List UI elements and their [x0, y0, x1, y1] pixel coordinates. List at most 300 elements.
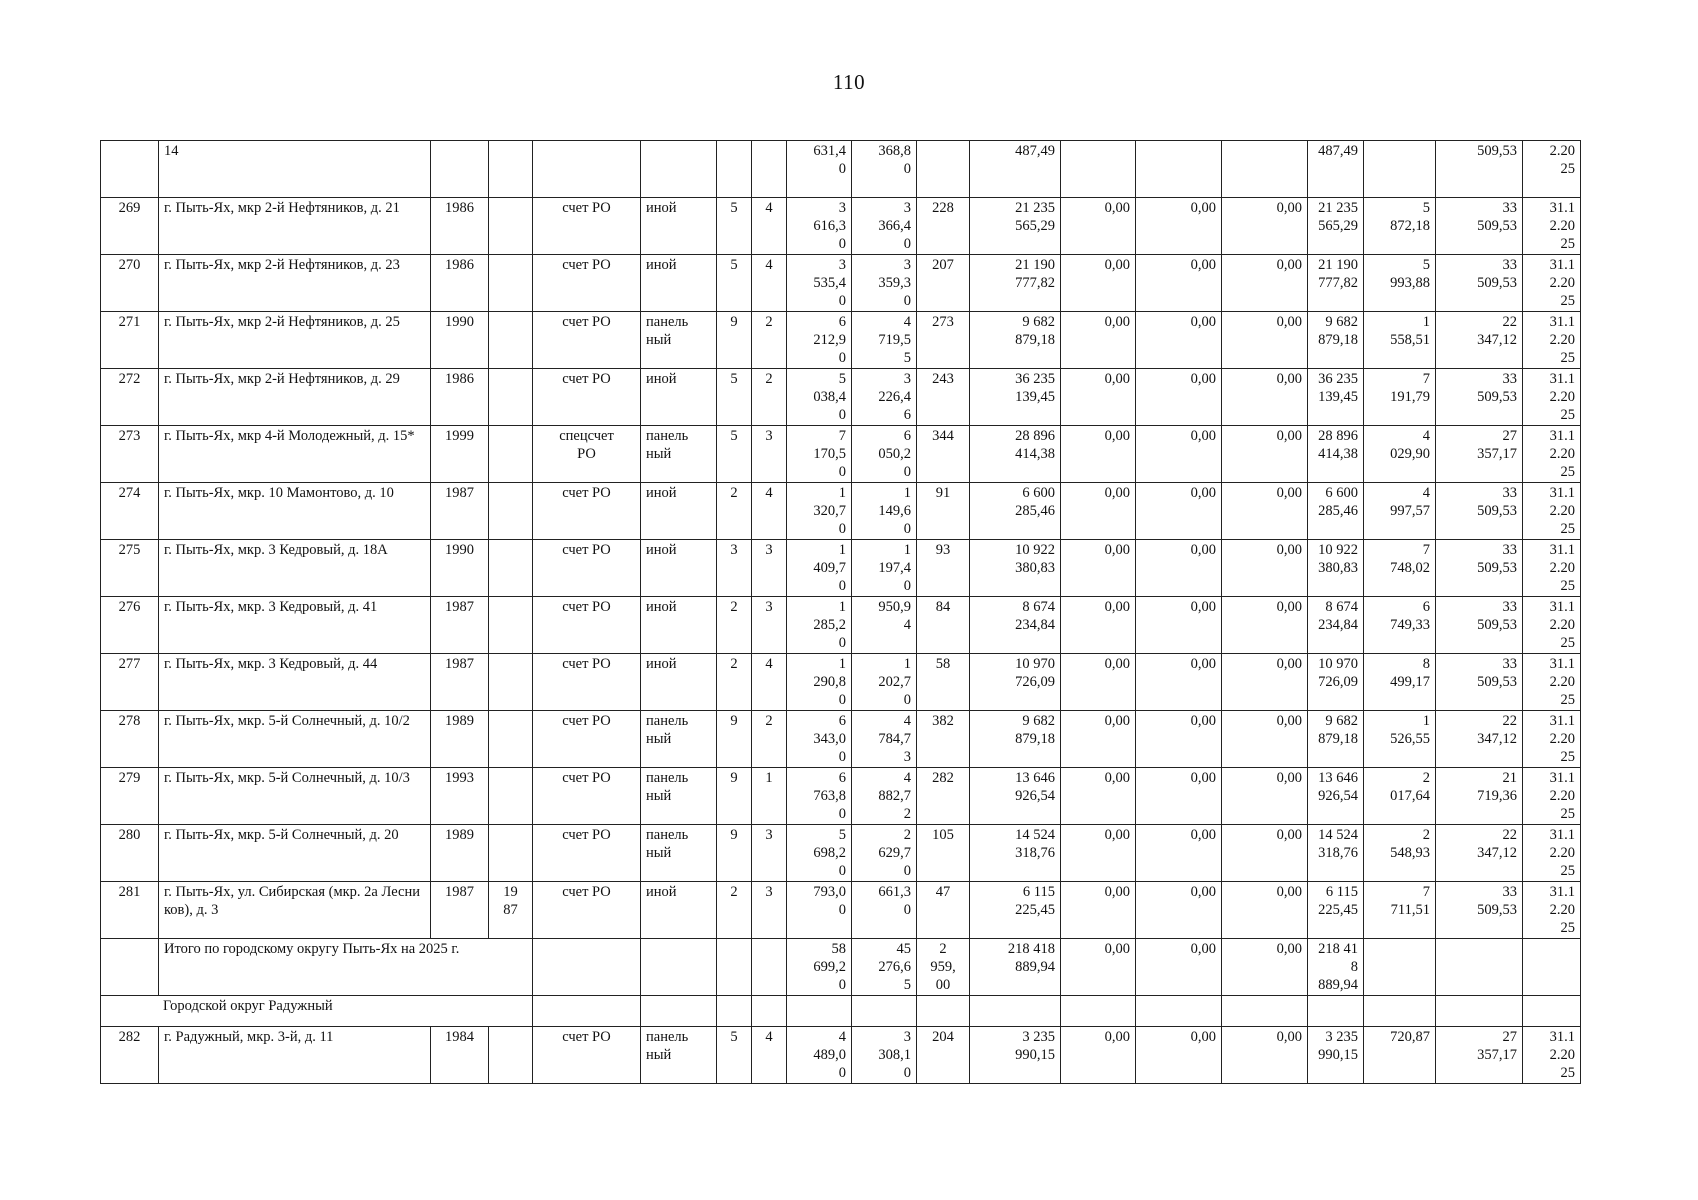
last-repair-year-cell — [489, 369, 533, 426]
commission-year-cell: 1990 — [431, 540, 489, 597]
unit-cost-cell: 5 993,88 — [1364, 255, 1436, 312]
residents-cell: 382 — [917, 711, 970, 768]
total-cost-cell: 6 600 285,46 — [970, 483, 1061, 540]
completion-date-cell: 31.1 2.20 25 — [1523, 825, 1581, 882]
fund-method-cell: счет РО — [533, 369, 641, 426]
wall-material-cell: панель ный — [641, 768, 717, 825]
cost-limit-cell: 33 509,53 — [1436, 369, 1523, 426]
cost-limit-cell: 33 509,53 — [1436, 882, 1523, 939]
last-repair-year-cell — [489, 825, 533, 882]
row-number-cell — [101, 141, 159, 198]
row-number-cell: 278 — [101, 711, 159, 768]
address-cell: г. Пыть-Ях, мкр 2-й Нефтяников, д. 23 — [159, 255, 431, 312]
local-funds-cell: 0,00 — [1222, 198, 1308, 255]
cost-limit-cell: 21 719,36 — [1436, 768, 1523, 825]
federal-funds-cell: 0,00 — [1061, 426, 1136, 483]
total-cost-cell: 6 115 225,45 — [970, 882, 1061, 939]
row-number-cell: 281 — [101, 882, 159, 939]
residents-cell: 47 — [917, 882, 970, 939]
wall-material-cell: иной — [641, 369, 717, 426]
address-cell: г. Пыть-Ях, мкр. 3 Кедровый, д. 18А — [159, 540, 431, 597]
fund-method-cell: счет РО — [533, 255, 641, 312]
total-area-cell: 3 616,3 0 — [787, 198, 852, 255]
federal-funds-cell — [1061, 141, 1136, 198]
entrances-cell: 4 — [752, 198, 787, 255]
floors-cell: 2 — [717, 483, 752, 540]
fund-method-cell: счет РО — [533, 768, 641, 825]
owner-funds-cell: 14 524 318,76 — [1308, 825, 1364, 882]
local-funds-cell: 0,00 — [1222, 312, 1308, 369]
living-area-cell: 1 149,6 0 — [852, 483, 917, 540]
address-cell: г. Пыть-Ях, мкр. 5-й Солнечный, д. 20 — [159, 825, 431, 882]
completion-date-cell: 31.1 2.20 25 — [1523, 198, 1581, 255]
cost-limit-cell: 27 357,17 — [1436, 426, 1523, 483]
total-a1-cell: 58 699,2 0 — [787, 939, 852, 996]
last-repair-year-cell — [489, 426, 533, 483]
table-row — [101, 426, 1581, 483]
regional-funds-cell: 0,00 — [1136, 882, 1222, 939]
fund-method-cell — [533, 141, 641, 198]
total-cost-cell: 10 970 726,09 — [970, 654, 1061, 711]
total-area-cell: 631,4 0 — [787, 141, 852, 198]
local-funds-cell: 0,00 — [1222, 255, 1308, 312]
total-c1-cell: 0,00 — [1061, 939, 1136, 996]
living-area-cell: 1 202,7 0 — [852, 654, 917, 711]
empty-cell — [917, 996, 970, 1027]
address-cell: г. Пыть-Ях, мкр. 5-й Солнечный, д. 10/2 — [159, 711, 431, 768]
local-funds-cell: 0,00 — [1222, 768, 1308, 825]
floors-cell: 9 — [717, 768, 752, 825]
fund-method-cell: счет РО — [533, 312, 641, 369]
unit-cost-cell — [1364, 939, 1436, 996]
wall-material-cell — [641, 996, 717, 1027]
commission-year-cell: 1984 — [431, 1027, 489, 1084]
fund-method-cell: счет РО — [533, 1027, 641, 1084]
entrances-cell: 4 — [752, 483, 787, 540]
entrances-cell: 2 — [752, 711, 787, 768]
commission-year-cell: 1987 — [431, 597, 489, 654]
row-number-cell — [101, 939, 159, 996]
entrances-cell: 3 — [752, 882, 787, 939]
wall-material-cell: иной — [641, 255, 717, 312]
total-c3-cell: 0,00 — [1222, 939, 1308, 996]
row-number-cell: 271 — [101, 312, 159, 369]
row-number-cell: 269 — [101, 198, 159, 255]
total-cost-cell: 14 524 318,76 — [970, 825, 1061, 882]
residents-cell: 282 — [917, 768, 970, 825]
completion-date-cell: 31.1 2.20 25 — [1523, 255, 1581, 312]
regional-funds-cell: 0,00 — [1136, 540, 1222, 597]
entrances-cell — [752, 141, 787, 198]
federal-funds-cell: 0,00 — [1061, 1027, 1136, 1084]
wall-material-cell: панель ный — [641, 426, 717, 483]
wall-material-cell: панель ный — [641, 825, 717, 882]
commission-year-cell: 1993 — [431, 768, 489, 825]
owner-funds-cell: 9 682 879,18 — [1308, 312, 1364, 369]
completion-date-cell: 31.1 2.20 25 — [1523, 1027, 1581, 1084]
unit-cost-cell: 4 029,90 — [1364, 426, 1436, 483]
total-a2-cell: 45 276,6 5 — [852, 939, 917, 996]
cost-limit-cell: 33 509,53 — [1436, 255, 1523, 312]
commission-year-cell: 1986 — [431, 198, 489, 255]
address-cell: г. Пыть-Ях, мкр 4-й Молодежный, д. 15* — [159, 426, 431, 483]
address-cell: 14 — [159, 141, 431, 198]
owner-funds-cell: 21 190 777,82 — [1308, 255, 1364, 312]
cost-limit-cell: 33 509,53 — [1436, 540, 1523, 597]
owner-funds-cell: 9 682 879,18 — [1308, 711, 1364, 768]
residents-cell: 344 — [917, 426, 970, 483]
wall-material-cell: панель ный — [641, 312, 717, 369]
table-row — [101, 711, 1581, 768]
fund-method-cell: счет РО — [533, 198, 641, 255]
regional-funds-cell: 0,00 — [1136, 312, 1222, 369]
entrances-cell: 2 — [752, 369, 787, 426]
table-row — [101, 597, 1581, 654]
entrances-cell: 3 — [752, 825, 787, 882]
empty-cell — [787, 996, 852, 1027]
living-area-cell: 4 784,7 3 — [852, 711, 917, 768]
living-area-cell: 3 366,4 0 — [852, 198, 917, 255]
wall-material-cell: иной — [641, 483, 717, 540]
total-area-cell: 1 320,7 0 — [787, 483, 852, 540]
address-cell: г. Пыть-Ях, ул. Сибирская (мкр. 2а Лесников), д. 3 — [159, 882, 431, 939]
last-repair-year-cell — [489, 597, 533, 654]
entrances-cell: 2 — [752, 312, 787, 369]
row-number-cell: 275 — [101, 540, 159, 597]
empty-cell — [1136, 996, 1222, 1027]
floors-cell: 9 — [717, 711, 752, 768]
federal-funds-cell: 0,00 — [1061, 768, 1136, 825]
living-area-cell: 3 308,1 0 — [852, 1027, 917, 1084]
unit-cost-cell: 720,87 — [1364, 1027, 1436, 1084]
wall-material-cell: иной — [641, 597, 717, 654]
completion-date-cell: 2.20 25 — [1523, 141, 1581, 198]
federal-funds-cell: 0,00 — [1061, 483, 1136, 540]
floors-cell: 5 — [717, 255, 752, 312]
floors-cell — [717, 141, 752, 198]
cost-limit-cell: 509,53 — [1436, 141, 1523, 198]
last-repair-year-cell — [489, 483, 533, 540]
address-cell: г. Пыть-Ях, мкр. 3 Кедровый, д. 44 — [159, 654, 431, 711]
floors-cell: 2 — [717, 654, 752, 711]
commission-year-cell — [431, 141, 489, 198]
total-cost-cell: 28 896 414,38 — [970, 426, 1061, 483]
empty-cell — [1222, 996, 1308, 1027]
unit-cost-cell: 7 711,51 — [1364, 882, 1436, 939]
commission-year-cell: 1987 — [431, 483, 489, 540]
unit-cost-cell: 2 548,93 — [1364, 825, 1436, 882]
total-area-cell: 5 038,4 0 — [787, 369, 852, 426]
fund-method-cell — [533, 939, 641, 996]
total-area-cell: 6 763,8 0 — [787, 768, 852, 825]
row-number-cell: 279 — [101, 768, 159, 825]
row-number-cell: 270 — [101, 255, 159, 312]
completion-date-cell: 31.1 2.20 25 — [1523, 654, 1581, 711]
entrances-cell — [752, 939, 787, 996]
living-area-cell: 368,8 0 — [852, 141, 917, 198]
regional-funds-cell: 0,00 — [1136, 1027, 1222, 1084]
fund-method-cell: счет РО — [533, 711, 641, 768]
row-number-cell: 280 — [101, 825, 159, 882]
fund-method-cell — [533, 996, 641, 1027]
entrances-cell: 4 — [752, 1027, 787, 1084]
total-cost-cell: 36 235 139,45 — [970, 369, 1061, 426]
unit-cost-cell: 6 749,33 — [1364, 597, 1436, 654]
address-cell: г. Пыть-Ях, мкр 2-й Нефтяников, д. 25 — [159, 312, 431, 369]
unit-cost-cell: 8 499,17 — [1364, 654, 1436, 711]
total-area-cell: 1 409,7 0 — [787, 540, 852, 597]
last-repair-year-cell — [489, 711, 533, 768]
owner-funds-cell: 13 646 926,54 — [1308, 768, 1364, 825]
total-area-cell: 6 212,9 0 — [787, 312, 852, 369]
residents-cell: 84 — [917, 597, 970, 654]
local-funds-cell: 0,00 — [1222, 540, 1308, 597]
address-cell: г. Пыть-Ях, мкр 2-й Нефтяников, д. 29 — [159, 369, 431, 426]
entrances-cell: 4 — [752, 654, 787, 711]
cost-limit-cell: 22 347,12 — [1436, 711, 1523, 768]
total-total-cell: 218 418 889,94 — [970, 939, 1061, 996]
total-c2-cell: 0,00 — [1136, 939, 1222, 996]
regional-funds-cell: 0,00 — [1136, 426, 1222, 483]
housing-registry-table — [100, 140, 1581, 1084]
table-row — [101, 540, 1581, 597]
completion-date-cell: 31.1 2.20 25 — [1523, 426, 1581, 483]
commission-year-cell: 1990 — [431, 312, 489, 369]
last-repair-year-cell — [489, 255, 533, 312]
entrances-cell: 3 — [752, 597, 787, 654]
owner-funds-cell: 3 235 990,15 — [1308, 1027, 1364, 1084]
completion-date-cell — [1523, 939, 1581, 996]
wall-material-cell: иной — [641, 540, 717, 597]
empty-cell — [852, 996, 917, 1027]
unit-cost-cell: 5 872,18 — [1364, 198, 1436, 255]
fund-method-cell: счет РО — [533, 882, 641, 939]
address-cell: г. Пыть-Ях, мкр 2-й Нефтяников, д. 21 — [159, 198, 431, 255]
regional-funds-cell: 0,00 — [1136, 483, 1222, 540]
living-area-cell: 6 050,2 0 — [852, 426, 917, 483]
fund-method-cell: счет РО — [533, 597, 641, 654]
local-funds-cell: 0,00 — [1222, 483, 1308, 540]
commission-year-cell: 1999 — [431, 426, 489, 483]
address-cell: г. Радужный, мкр. 3-й, д. 11 — [159, 1027, 431, 1084]
federal-funds-cell: 0,00 — [1061, 711, 1136, 768]
entrances-cell — [752, 996, 787, 1027]
last-repair-year-cell — [489, 540, 533, 597]
total-label: Итого по городскому округу Пыть-Ях на 2025 г. — [159, 939, 533, 996]
total-cost-cell: 21 235 565,29 — [970, 198, 1061, 255]
total-area-cell: 6 343,0 0 — [787, 711, 852, 768]
row-number-cell: 272 — [101, 369, 159, 426]
cost-limit-cell: 22 347,12 — [1436, 825, 1523, 882]
total-cost-cell: 9 682 879,18 — [970, 711, 1061, 768]
total-c4-cell: 218 418 889,94 — [1308, 939, 1364, 996]
owner-funds-cell: 6 115 225,45 — [1308, 882, 1364, 939]
total-cost-cell: 8 674 234,84 — [970, 597, 1061, 654]
table-row — [101, 198, 1581, 255]
table-row — [101, 483, 1581, 540]
cost-limit-cell: 22 347,12 — [1436, 312, 1523, 369]
floors-cell: 2 — [717, 882, 752, 939]
commission-year-cell: 1989 — [431, 711, 489, 768]
total-cost-cell: 10 922 380,83 — [970, 540, 1061, 597]
last-repair-year-cell — [489, 141, 533, 198]
federal-funds-cell: 0,00 — [1061, 597, 1136, 654]
local-funds-cell — [1222, 141, 1308, 198]
federal-funds-cell: 0,00 — [1061, 654, 1136, 711]
local-funds-cell: 0,00 — [1222, 711, 1308, 768]
completion-date-cell: 31.1 2.20 25 — [1523, 768, 1581, 825]
local-funds-cell: 0,00 — [1222, 597, 1308, 654]
cost-limit-cell: 33 509,53 — [1436, 654, 1523, 711]
commission-year-cell: 1989 — [431, 825, 489, 882]
completion-date-cell: 31.1 2.20 25 — [1523, 312, 1581, 369]
last-repair-year-cell — [489, 312, 533, 369]
address-cell: г. Пыть-Ях, мкр. 5-й Солнечный, д. 10/3 — [159, 768, 431, 825]
fund-method-cell: счет РО — [533, 825, 641, 882]
floors-cell: 5 — [717, 1027, 752, 1084]
empty-cell — [1364, 996, 1436, 1027]
total-area-cell: 1 285,2 0 — [787, 597, 852, 654]
local-funds-cell: 0,00 — [1222, 654, 1308, 711]
floors-cell: 5 — [717, 198, 752, 255]
table-row — [101, 369, 1581, 426]
living-area-cell: 2 629,7 0 — [852, 825, 917, 882]
regional-funds-cell: 0,00 — [1136, 255, 1222, 312]
wall-material-cell: иной — [641, 654, 717, 711]
residents-cell: 58 — [917, 654, 970, 711]
federal-funds-cell: 0,00 — [1061, 882, 1136, 939]
entrances-cell: 3 — [752, 426, 787, 483]
total-area-cell: 4 489,0 0 — [787, 1027, 852, 1084]
total-cost-cell: 13 646 926,54 — [970, 768, 1061, 825]
total-area-cell: 1 290,8 0 — [787, 654, 852, 711]
regional-funds-cell: 0,00 — [1136, 654, 1222, 711]
floors-cell: 5 — [717, 369, 752, 426]
cost-limit-cell: 33 509,53 — [1436, 597, 1523, 654]
wall-material-cell: панель ный — [641, 711, 717, 768]
row-number-cell: 274 — [101, 483, 159, 540]
residents-cell: 105 — [917, 825, 970, 882]
last-repair-year-cell: 19 87 — [489, 882, 533, 939]
unit-cost-cell — [1364, 141, 1436, 198]
total-cost-cell: 487,49 — [970, 141, 1061, 198]
living-area-cell: 661,3 0 — [852, 882, 917, 939]
last-repair-year-cell — [489, 768, 533, 825]
cost-limit-cell: 27 357,17 — [1436, 1027, 1523, 1084]
completion-date-cell: 31.1 2.20 25 — [1523, 483, 1581, 540]
local-funds-cell: 0,00 — [1222, 825, 1308, 882]
empty-cell — [1061, 996, 1136, 1027]
section-title: Городской округ Радужный — [101, 996, 533, 1027]
row-number-cell: 277 — [101, 654, 159, 711]
page-number: 110 — [832, 70, 866, 94]
table-row — [101, 654, 1581, 711]
entrances-cell: 3 — [752, 540, 787, 597]
total-area-cell: 3 535,4 0 — [787, 255, 852, 312]
cost-limit-cell: 33 509,53 — [1436, 483, 1523, 540]
regional-funds-cell: 0,00 — [1136, 711, 1222, 768]
completion-date-cell: 31.1 2.20 25 — [1523, 369, 1581, 426]
living-area-cell: 3 359,3 0 — [852, 255, 917, 312]
floors-cell: 2 — [717, 597, 752, 654]
floors-cell — [717, 996, 752, 1027]
commission-year-cell: 1986 — [431, 255, 489, 312]
completion-date-cell: 31.1 2.20 25 — [1523, 882, 1581, 939]
row-number-cell: 273 — [101, 426, 159, 483]
living-area-cell: 4 719,5 5 — [852, 312, 917, 369]
owner-funds-cell: 36 235 139,45 — [1308, 369, 1364, 426]
table-row — [101, 255, 1581, 312]
owner-funds-cell: 8 674 234,84 — [1308, 597, 1364, 654]
regional-funds-cell — [1136, 141, 1222, 198]
residents-cell: 207 — [917, 255, 970, 312]
residents-cell — [917, 141, 970, 198]
address-cell: г. Пыть-Ях, мкр. 10 Мамонтово, д. 10 — [159, 483, 431, 540]
completion-date-cell: 31.1 2.20 25 — [1523, 711, 1581, 768]
cost-limit-cell — [1436, 939, 1523, 996]
commission-year-cell: 1987 — [431, 654, 489, 711]
regional-funds-cell: 0,00 — [1136, 369, 1222, 426]
unit-cost-cell: 1 526,55 — [1364, 711, 1436, 768]
federal-funds-cell: 0,00 — [1061, 312, 1136, 369]
wall-material-cell: иной — [641, 198, 717, 255]
regional-funds-cell: 0,00 — [1136, 198, 1222, 255]
entrances-cell: 1 — [752, 768, 787, 825]
commission-year-cell: 1986 — [431, 369, 489, 426]
owner-funds-cell: 21 235 565,29 — [1308, 198, 1364, 255]
federal-funds-cell: 0,00 — [1061, 540, 1136, 597]
empty-cell — [1308, 996, 1364, 1027]
commission-year-cell: 1987 — [431, 882, 489, 939]
residents-cell: 93 — [917, 540, 970, 597]
floors-cell: 3 — [717, 540, 752, 597]
wall-material-cell — [641, 939, 717, 996]
fund-method-cell: счет РО — [533, 654, 641, 711]
fund-method-cell: спецсчет РО — [533, 426, 641, 483]
row-number-cell: 276 — [101, 597, 159, 654]
floors-cell: 9 — [717, 312, 752, 369]
last-repair-year-cell — [489, 198, 533, 255]
table-row — [101, 141, 1581, 198]
federal-funds-cell: 0,00 — [1061, 369, 1136, 426]
floors-cell — [717, 939, 752, 996]
table-row — [101, 1027, 1581, 1084]
living-area-cell: 4 882,7 2 — [852, 768, 917, 825]
total-cost-cell: 3 235 990,15 — [970, 1027, 1061, 1084]
empty-cell — [1436, 996, 1523, 1027]
unit-cost-cell: 2 017,64 — [1364, 768, 1436, 825]
owner-funds-cell: 487,49 — [1308, 141, 1364, 198]
empty-cell — [1523, 996, 1581, 1027]
residents-cell: 228 — [917, 198, 970, 255]
owner-funds-cell: 28 896 414,38 — [1308, 426, 1364, 483]
last-repair-year-cell — [489, 654, 533, 711]
owner-funds-cell: 6 600 285,46 — [1308, 483, 1364, 540]
floors-cell: 5 — [717, 426, 752, 483]
living-area-cell: 1 197,4 0 — [852, 540, 917, 597]
total-ppl-cell: 2 959, 00 — [917, 939, 970, 996]
address-cell: г. Пыть-Ях, мкр. 3 Кедровый, д. 41 — [159, 597, 431, 654]
wall-material-cell: панель ный — [641, 1027, 717, 1084]
entrances-cell: 4 — [752, 255, 787, 312]
regional-funds-cell: 0,00 — [1136, 597, 1222, 654]
local-funds-cell: 0,00 — [1222, 1027, 1308, 1084]
owner-funds-cell: 10 970 726,09 — [1308, 654, 1364, 711]
residents-cell: 243 — [917, 369, 970, 426]
wall-material-cell: иной — [641, 882, 717, 939]
federal-funds-cell: 0,00 — [1061, 198, 1136, 255]
residents-cell: 91 — [917, 483, 970, 540]
